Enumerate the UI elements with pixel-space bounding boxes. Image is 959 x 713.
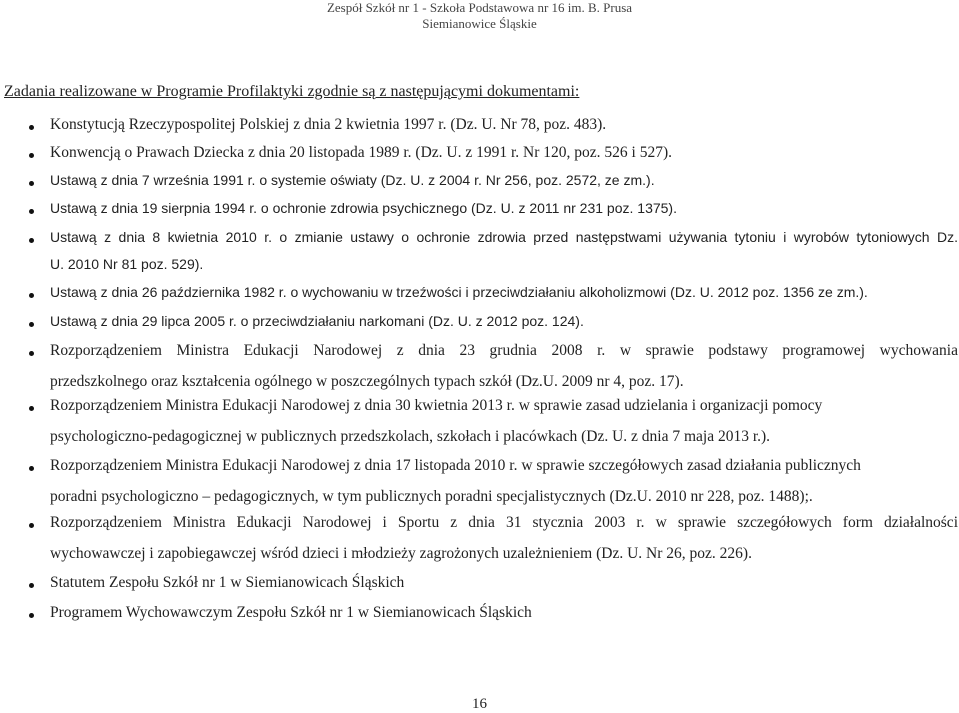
bullet-icon: [29, 209, 34, 214]
list-item-text: Rozporządzeniem Ministra Edukacji Narodowej z dnia 30 kwietnia 2013 r. w sprawie zasad udzielania i organizacji pomocy: [50, 397, 823, 414]
list-item-text-continued: poradni psychologiczno – pedagogicznych, w tym publicznych poradni specjalistycznych (Dz.U. 2010 nr 228, poz. 1488);.: [50, 488, 813, 505]
list-item-text-continued: U. 2010 Nr 81 poz. 529).: [50, 256, 204, 272]
list-item-text: Konstytucją Rzeczypospolitej Polskiej z dnia 2 kwietnia 1997 r. (Dz. U. Nr 78, poz. 483).: [50, 116, 607, 133]
list-item-text: Programem Wychowawczym Zespołu Szkół nr 1 w Siemianowicach Śląskich: [50, 604, 532, 621]
header-city: Siemianowice Śląskie: [422, 16, 537, 31]
section-title: Zadania realizowane w Programie Profilaktyki zgodnie są z następującymi dokumentami:: [4, 83, 580, 100]
list-item-text: Rozporządzeniem Ministra Edukacji Narodowej z dnia 17 listopada 2010 r. w sprawie szczegółowych zasad działania publicznych: [50, 457, 861, 474]
list-item-text-continued: psychologiczno-pedagogicznej w publicznych przedszkolach, szkołach i placówkach (Dz. U. z dnia 7 maja 2013 r.).: [50, 428, 771, 445]
bullet-icon: [29, 523, 34, 528]
list-item-text: Ustawą z dnia 7 września 1991 r. o systemie oświaty (Dz. U. z 2004 r. Nr 256, poz. 2572, ze zm.).: [50, 172, 655, 188]
list-item-text: Ustawą z dnia 8 kwietnia 2010 r. o zmianie ustawy o ochronie zdrowia przed następstwami używania tytoniu i wyrobów tytoniowych Dz.: [50, 229, 958, 245]
bullet-icon: [29, 153, 34, 158]
bullet-icon: [29, 322, 34, 327]
bullet-icon: [29, 125, 34, 130]
bullet-icon: [29, 406, 34, 411]
bullet-icon: [29, 351, 34, 356]
header-school-name: Zespół Szkół nr 1 - Szkoła Podstawowa nr 16 im. B. Prusa: [326, 0, 633, 15]
list-item-text: Rozporządzeniem Ministra Edukacji Narodowej z dnia 23 grudnia 2008 r. w sprawie podstawy programowej wychowania: [50, 342, 958, 359]
bullet-icon: [29, 466, 34, 471]
list-item-text: Rozporządzeniem Ministra Edukacji Narodowej i Sportu z dnia 31 stycznia 2003 r. w sprawie szczegółowych form działalności: [50, 514, 958, 531]
bullet-icon: [29, 583, 34, 588]
bullet-icon: [29, 181, 34, 186]
list-item-text: Statutem Zespołu Szkół nr 1 w Siemianowicach Śląskich: [50, 574, 405, 591]
page-header: [0, 0, 959, 32]
list-item-text: Ustawą z dnia 26 października 1982 r. o wychowaniu w trzeźwości i przeciwdziałaniu alkoholizmowi (Dz. U. 2012 poz. 1356 ze zm.).: [50, 284, 868, 300]
list-item-text-continued: przedszkolnego oraz kształcenia ogólnego w poszczególnych typach szkół (Dz.U. 2009 nr 4, poz. 17).: [50, 373, 684, 390]
list-item-text-continued: wychowawczej i zapobiegawczej wśród dzieci i młodzieży zagrożonych uzależnieniem (Dz. U. Nr 26, poz. 226).: [50, 545, 752, 562]
list-item-text: Ustawą z dnia 19 sierpnia 1994 r. o ochronie zdrowia psychicznego (Dz. U. z 2011 nr 231 poz. 1375).: [50, 200, 677, 216]
bullet-icon: [29, 293, 34, 298]
bullet-icon: [29, 613, 34, 618]
bullet-icon: [29, 238, 34, 243]
list-item-text: Konwencją o Prawach Dziecka z dnia 20 listopada 1989 r. (Dz. U. z 1991 r. Nr 120, poz. 526 i 527).: [50, 144, 672, 161]
list-item-text: Ustawą z dnia 29 lipca 2005 r. o przeciwdziałaniu narkomani (Dz. U. z 2012 poz. 124).: [50, 313, 584, 329]
page-number: 16: [472, 696, 487, 712]
